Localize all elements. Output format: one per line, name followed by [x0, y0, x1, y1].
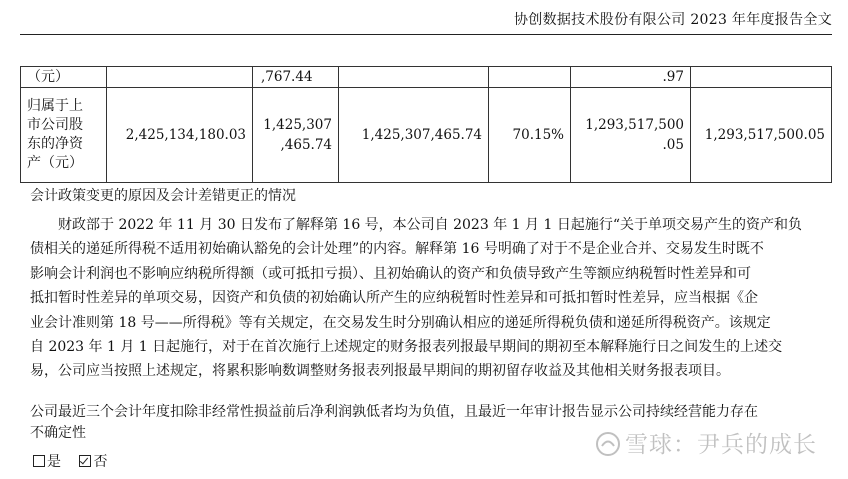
- watermark-text: 雪球：尹兵的成长: [625, 432, 817, 458]
- cell-text-line: 1,425,307: [263, 117, 332, 133]
- report-title: 协创数据技术股份有限公司 2023 年年度报告全文: [513, 12, 832, 28]
- header-rule: [20, 34, 832, 35]
- cell-text-line: ,767.44: [261, 69, 313, 85]
- cell-text-line: 市公司股: [27, 117, 83, 133]
- table-cell: [571, 88, 691, 183]
- paragraph-line: 影响会计利润也不影响应纳税所得额（或可抵扣亏损）、且初始确认的资产和负债导致产生等额应纳税暂时性差异和可: [30, 265, 751, 282]
- option-yes[interactable]: [33, 454, 61, 470]
- financial-table: [20, 66, 832, 183]
- watermark: [595, 426, 817, 459]
- page-header: [0, 0, 848, 36]
- option-label: 否: [93, 454, 108, 470]
- table-row: [21, 88, 832, 183]
- option-label: 是: [47, 454, 61, 470]
- option-no[interactable]: [79, 454, 107, 470]
- paragraph-line: 抵扣暂时性差异的单项交易，因资产和负债的初始确认所产生的应纳税暂时性差异和可抵扣暂时性差异，应当根据《企: [30, 290, 758, 307]
- cell-text-line: 70.15%: [512, 127, 564, 143]
- table-cell: [571, 67, 691, 88]
- table-cell: [107, 67, 253, 88]
- table-cell: [253, 88, 339, 183]
- cell-text-line: 东的净资: [27, 136, 83, 152]
- table-cell: [339, 67, 489, 88]
- table-cell: [339, 88, 489, 183]
- checked-checkbox-icon[interactable]: [79, 455, 91, 467]
- row-label: [21, 67, 107, 88]
- table-cell: [107, 88, 253, 183]
- cell-text-line: 产（元）: [27, 155, 83, 171]
- cell-text-line: .97: [662, 69, 684, 85]
- question-line: 不确定性: [30, 425, 86, 441]
- cell-text-line: 1,425,307,465.74: [361, 127, 482, 143]
- cell-text-line: 归属于上: [27, 98, 83, 114]
- checkbox-icon[interactable]: [33, 455, 45, 467]
- table-cell: [489, 88, 571, 183]
- row-label: [21, 88, 107, 183]
- section-title: 会计政策变更的原因及会计差错更正的情况: [30, 188, 296, 204]
- cell-text-line: 2,425,134,180.03: [125, 127, 246, 143]
- paragraph-line: 债相关的递延所得税不适用初始确认豁免的会计处理”的内容。解释第 16 号明确了对于不是企业合并、交易发生时既不: [30, 241, 764, 258]
- paragraph-line: 财政部于 2022 年 11 月 30 日发布了解释第 16 号，本公司自 2023 年 1 月 1 日起施行“关于单项交易产生的资产和负: [58, 217, 802, 233]
- table-cell: [253, 67, 339, 88]
- table-cell: [691, 67, 832, 88]
- question-line: 公司最近三个会计年度扣除非经常性损益前后净利润孰低者均为负值，且最近一年审计报告显示公司持续经营能力存在: [30, 404, 758, 420]
- table-cell: [691, 88, 832, 183]
- cell-text-line: 1,293,517,500: [585, 117, 684, 133]
- paragraph-line: 自 2023 年 1 月 1 日起施行，对于在首次施行上述规定的财务报表列报最早期间的期初至本解释施行日之间发生的上述交: [30, 339, 783, 356]
- cell-text-line: （元）: [27, 68, 69, 85]
- snowball-logo-icon: [595, 431, 621, 457]
- table-row: [21, 67, 832, 88]
- cell-text-line: ,465.74: [280, 137, 332, 153]
- cell-text-line: .05: [662, 137, 684, 153]
- table-cell: [489, 67, 571, 88]
- paragraph-line: 易，公司应当按照上述规定，将累积影响数调整财务报表列报最早期间的期初留存收益及其他相关财务报表项目。: [30, 363, 730, 380]
- paragraph-line: 业会计准则第 18 号——所得税》等有关规定，在交易发生时分别确认相应的递延所得税负债和递延所得税资产。该规定: [30, 314, 771, 331]
- answer-options: [33, 451, 121, 471]
- cell-text-line: 1,293,517,500.05: [704, 127, 825, 143]
- policy-paragraph: [30, 213, 830, 384]
